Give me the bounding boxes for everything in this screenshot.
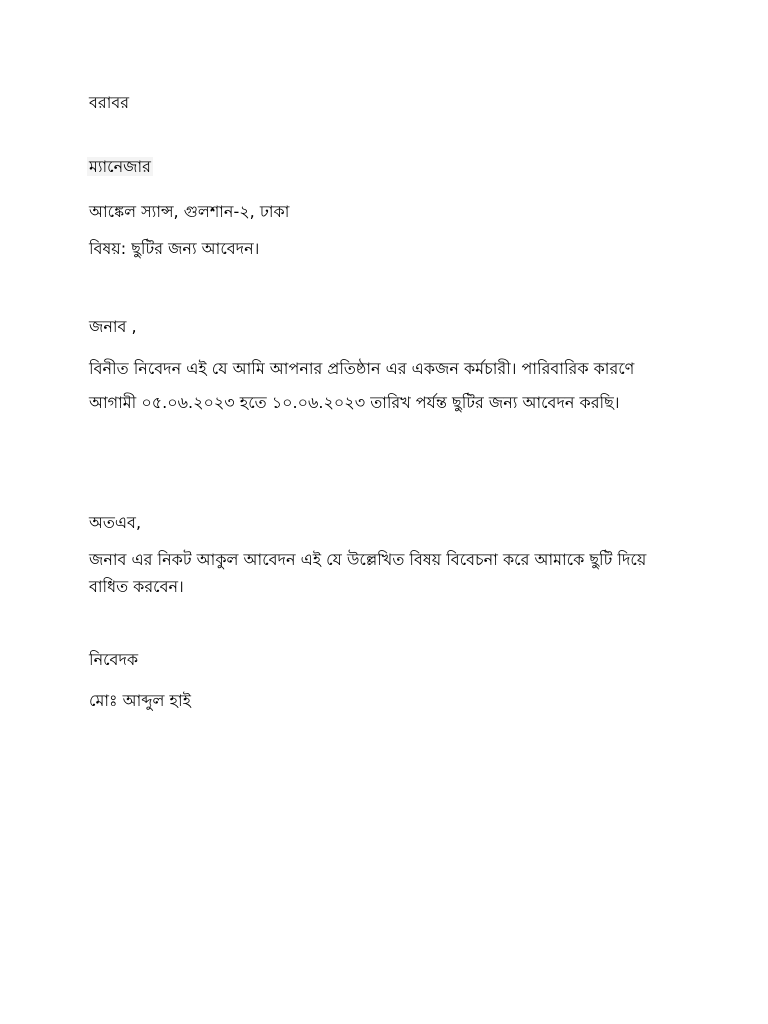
closing-lead: অতএব, [89,513,142,532]
recipient-title-text: ম্যানেজার [89,157,151,176]
request-paragraph: জনাব এর নিকট আকুল আবেদন এই যে উল্লেখিত বিষয় বিবেচনা করে আমাকে ছুটি দিয়ে বাধিত করবেন। [89,550,647,596]
greeting: জনাব , [89,317,137,336]
recipient-address: আঙ্কেল স্যান্স, গুলশান-২, ঢাকা [89,202,290,221]
subject-line: বিষয়: ছুটির জন্য আবেদন। [89,239,260,258]
recipient-title [89,155,153,179]
sender-name: মোঃ আব্দুল হাই [89,691,191,710]
salutation-to: বরাবর [89,93,130,112]
body-paragraph: বিনীত নিবেদন এই যে আমি আপনার প্রতিষ্ঠান এর একজন কর্মচারী। পারিবারিক কারণে আগামী ০৫.০৬.২০২৩ হতে ১০.০৬.২০২৩ তারিখ পর্যন্ত ছুটির জন্য আবেদন করছি। [89,359,635,412]
sign-off: নিবেদক [89,650,139,669]
